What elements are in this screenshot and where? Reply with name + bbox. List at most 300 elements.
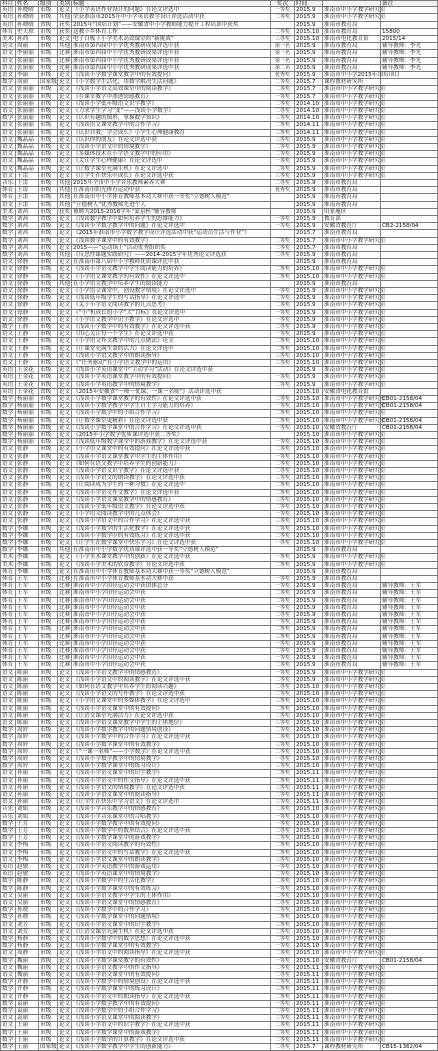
name-cell: 陈丽	[16, 684, 39, 690]
award-cell	[271, 194, 295, 200]
remark-cell: 辅导教师：王军	[381, 634, 438, 640]
award-cell: 二等奖	[271, 770, 295, 776]
remark-cell	[381, 742, 438, 748]
table-row	[0, 238, 438, 245]
remark-cell: 辅导教师：王军	[381, 605, 438, 611]
award-cell: 三等奖	[271, 173, 295, 179]
title-cell: 《小学语文作文教学中的几点做法》论文	[72, 338, 271, 344]
category-cell: 论文	[59, 525, 71, 532]
date-cell: 2015.10	[295, 871, 323, 877]
name-cell: 许静	[16, 994, 39, 1000]
date-cell: 2015.11	[295, 1001, 323, 1007]
level-cell: 市级	[39, 144, 58, 150]
category-cell: 论文	[59, 993, 71, 1000]
name-cell: 周婷	[16, 727, 39, 733]
name-cell: 魏晶晶	[16, 151, 39, 157]
remark-cell	[381, 562, 438, 568]
subject-cell: 数学	[0, 742, 16, 748]
award-cell: 三等奖	[271, 475, 295, 481]
name-cell: 张丽丽	[16, 58, 39, 64]
category-cell: 论文	[59, 273, 71, 280]
category-cell: 论文	[59, 734, 71, 741]
issuer-cell: 淮南市中小学教学研究室	[324, 475, 386, 482]
category-cell: 其他	[59, 43, 71, 50]
name-cell: 王芳	[16, 835, 39, 841]
title-cell: 淮南市第四届中小学优秀教研成果评选中获	[72, 50, 271, 56]
level-cell: 市级	[39, 691, 58, 697]
category-cell: 论文	[59, 439, 71, 446]
level-cell: 省级	[39, 223, 58, 229]
name-cell: 张静	[16, 454, 39, 460]
category-cell: 论文	[59, 381, 71, 388]
award-cell: 一等奖	[271, 288, 295, 294]
date-cell: 2015.9	[295, 144, 323, 150]
name-cell: 王军	[16, 634, 39, 640]
date-cell: 2015.9	[295, 677, 323, 683]
award-cell: 二等奖	[271, 965, 295, 971]
level-cell: 国家级	[40, 1044, 57, 1050]
name-cell: 刘茜	[16, 216, 39, 222]
name-cell: 刘茜	[16, 223, 39, 229]
date-cell: 2015.9	[295, 590, 323, 596]
remark-cell	[381, 886, 438, 892]
issuer-cell: 课程教材研究所	[323, 79, 381, 85]
remark-cell: 15800	[381, 29, 438, 35]
issuer-cell: 淮南市中小学教学研究室	[324, 496, 386, 503]
level-cell: 市级	[39, 684, 58, 690]
issuer-cell: 淮南市中小学教学研究室	[324, 1022, 386, 1029]
date-cell: 2015.10	[295, 893, 323, 899]
title-cell: 在淮南市中小学体育教师基本功大赛中获一等奖“立德树人模范”	[72, 194, 271, 200]
subject-cell: 语文	[0, 691, 16, 697]
issuer-cell: 淮南市中小学教学研究室	[324, 338, 386, 345]
subject-cell: 数学	[0, 914, 16, 920]
award-cell	[271, 367, 295, 373]
level-cell: 市级	[39, 655, 58, 661]
award-cell: 二等奖	[271, 677, 295, 683]
level-cell: 市级	[39, 446, 58, 452]
title-cell: 《浅谈小学数学中的生活化教学》	[72, 878, 271, 884]
title-cell: 《浅谈小学数学教学中学生自主学习能力的培养》	[72, 403, 271, 409]
award-cell: 二等奖	[271, 871, 295, 877]
level-cell: 市级	[39, 360, 58, 366]
name-cell: 王丽	[16, 1037, 39, 1043]
table-row	[0, 569, 438, 576]
category-cell: 论文	[59, 684, 71, 690]
table-row	[0, 94, 438, 101]
award-cell: 二等奖	[271, 662, 295, 668]
category-cell: 论文	[59, 93, 71, 100]
remark-cell	[381, 727, 438, 733]
date-cell: 2015.10	[295, 353, 323, 359]
name-cell: 杨静	[16, 936, 39, 942]
date-cell: 2015.11	[295, 986, 323, 992]
subject-cell: 语文	[0, 518, 16, 524]
level-cell: 市级	[39, 374, 58, 380]
name-cell: 刘茜	[16, 230, 39, 236]
award-cell: 二等奖	[271, 648, 295, 654]
title-cell: 《多媒体技术在小学语文教学中的应用》	[72, 151, 271, 157]
level-cell: 市级	[39, 410, 58, 416]
date-cell: 2015.10	[295, 29, 323, 35]
date-cell: 2015.9	[295, 259, 323, 265]
remark-cell	[381, 814, 438, 820]
remark-cell	[381, 569, 438, 575]
category-cell: 获奖	[59, 28, 71, 35]
date-cell: 2015.10	[295, 878, 323, 884]
category-cell: 论文	[59, 72, 71, 78]
subject-cell: 体育	[0, 576, 16, 582]
award-cell: 二等奖	[271, 806, 295, 812]
table-row	[0, 454, 438, 461]
level-cell: 市级	[39, 619, 58, 625]
subject-cell: 数学	[0, 936, 16, 942]
date-cell: 2015.10	[295, 403, 323, 409]
issuer-cell: 淮南市中小学教学研究室	[324, 302, 386, 309]
name-cell: 王芳	[16, 828, 39, 834]
award-cell: 一等奖	[271, 158, 295, 164]
issuer-cell: 淮南市中小学教学研究室	[324, 288, 386, 294]
title-cell: 《浅谈小学数学的生活化教学》在论文评选中获	[72, 526, 271, 532]
category-cell: 论文	[59, 417, 71, 424]
subject-cell: 体育	[0, 641, 16, 647]
name-cell: 陈丽	[16, 691, 39, 697]
date-cell: 2015.10	[295, 684, 323, 690]
date-cell: 2015.10	[295, 482, 323, 488]
remark-cell	[381, 151, 438, 157]
category-cell: 论文	[59, 907, 71, 914]
table-row	[0, 886, 438, 893]
table-row	[0, 986, 438, 993]
subject-cell: 语文	[0, 799, 16, 805]
issuer-cell: 淮南市中小学教学研究室	[324, 705, 386, 712]
remark-cell	[381, 900, 438, 906]
subject-cell: 体育	[0, 655, 16, 661]
title-cell: 《浅谈低年级学生的写话指导》在论文评选中	[72, 295, 271, 301]
remark-cell	[381, 533, 438, 539]
title-cell: 《小学语文课堂中的有效提问》在论文评选中获	[72, 446, 271, 452]
remark-cell	[381, 778, 438, 784]
subject-cell: 语文	[0, 338, 16, 344]
title-cell: 淮南市中小学田径运动会中获	[72, 605, 271, 611]
title-cell: 淮南市第四届中小学优秀教研成果评选中获	[72, 43, 271, 49]
remark-cell	[381, 871, 438, 877]
date-cell: 2015.9	[295, 374, 323, 380]
remark-cell: 辅导教师：李光	[381, 50, 438, 56]
subject-cell: 美术	[0, 562, 16, 568]
title-cell: 《浅谈小学数学中的数形结合》在论文评选中获	[72, 828, 271, 834]
level-cell: 市级	[39, 972, 58, 978]
category-cell: 论文	[59, 756, 71, 762]
category-cell: 其他	[59, 187, 71, 194]
award-cell: 二等奖	[271, 266, 295, 272]
remark-cell: 辅导教师：王军	[381, 583, 438, 589]
issuer-cell: 淮南市教育局	[323, 194, 381, 200]
table-row	[0, 770, 438, 777]
issuer-cell: 淮南市中小学教学研究室	[324, 878, 386, 885]
level-cell: 市级	[39, 547, 58, 553]
award-cell: 一等奖	[271, 605, 295, 611]
table-row	[0, 677, 438, 684]
issuer-cell: 淮南市中小学教学研究室	[324, 439, 386, 446]
remark-cell	[381, 914, 438, 920]
subject-cell: 语文	[0, 310, 16, 316]
title-cell: 《浅谈小学语文课堂教学中学生的主体地位》	[72, 720, 271, 726]
level-cell: 市级	[39, 50, 58, 56]
name-cell: 李娜	[16, 554, 39, 560]
title-cell: 《浅谈数学教学中如何培养学生的思维能力》	[72, 216, 271, 222]
category-cell: 比赛	[59, 576, 71, 582]
issuer-cell: 淮南市中小学教学研究室	[324, 504, 386, 510]
issuer-cell: 淮南市中小学教学研究室	[324, 777, 386, 784]
category-cell: 论文	[59, 799, 71, 806]
title-cell: 《浅谈小学语文作文教学》在论文评选中获	[72, 490, 271, 496]
award-cell: 二等奖	[271, 850, 295, 856]
issuer-cell: 淮南市教育局	[323, 252, 381, 258]
table-row	[0, 526, 438, 533]
subject-cell: 音乐	[0, 806, 16, 812]
remark-cell	[381, 166, 438, 172]
subject-cell: 体育	[0, 612, 16, 618]
remark-cell	[381, 835, 438, 841]
remark-cell	[381, 79, 438, 85]
date-cell: 2015.9	[295, 583, 323, 589]
table-row	[0, 446, 438, 453]
date-cell: 2015.10	[295, 900, 323, 906]
level-cell: 市级	[39, 821, 58, 827]
table-row	[0, 166, 438, 173]
award-cell: 二等奖	[271, 151, 295, 157]
issuer-cell: 淮南市中小学教学研究室	[324, 993, 386, 1000]
title-cell: 《浅谈小学数学中的小组合作学习》	[72, 1008, 271, 1014]
subject-cell: 数学	[0, 727, 16, 733]
title-cell: 《浅谈小学语文课堂中的识字教学》	[72, 922, 271, 928]
subject-cell: 数学	[0, 907, 16, 913]
category-cell: 论文	[59, 115, 71, 122]
date-cell: 2015.11	[295, 799, 323, 805]
name-cell: 徐静	[16, 317, 39, 323]
issuer-cell: 淮南市中小学教学研究室	[324, 849, 386, 856]
level-cell: 市级	[39, 734, 58, 740]
remark-cell: 辅导教师：李光	[381, 65, 438, 71]
name-cell: 李娜	[16, 526, 39, 532]
level-cell: 市级	[39, 670, 58, 676]
subject-cell: 语文	[0, 137, 16, 143]
issuer-cell: 田家庵区	[323, 209, 381, 215]
award-cell: 二等奖	[271, 86, 295, 92]
name-cell: 王雷	[16, 180, 39, 186]
subject-cell: 体育	[0, 626, 16, 632]
name-cell: 王静	[16, 353, 39, 359]
subject-cell: 数学	[0, 734, 16, 740]
remark-cell	[381, 130, 438, 136]
title-cell: 《让阅读成为学生的一种习惯》在论文评选中	[72, 482, 271, 488]
title-cell: 在淮南市第八届中小学教师优质课评比中获	[72, 259, 271, 265]
subject-cell: 数学	[0, 986, 16, 992]
title-cell: 《让语文课堂充满生机》在论文评选中获	[72, 929, 271, 935]
level-cell: 市级	[39, 382, 58, 388]
category-cell: 论文	[59, 914, 71, 921]
level-cell: 市级	[39, 252, 58, 258]
category-cell: 论文	[59, 1029, 71, 1036]
issuer-cell: 淮南市中小学教学研究室	[324, 1008, 386, 1014]
level-cell: 市级	[39, 648, 58, 654]
remark-cell	[381, 194, 438, 200]
date-cell: 2015.9	[295, 554, 323, 560]
title-cell: 《浅谈数学课堂中的有效教学》	[72, 238, 271, 244]
remark-cell	[381, 346, 438, 352]
level-cell: 市级	[39, 1008, 58, 1014]
name-cell: 吴丽	[16, 893, 39, 899]
title-cell: 《浅谈小学美术的欣赏教学》在论文评选中获	[72, 562, 271, 568]
title-cell: 《浅谈小学语文中的识字教学》在论文评选中获	[72, 1022, 271, 1028]
issuer-cell: 淮南市中小学教学研究室	[324, 100, 386, 107]
category-cell: 论文	[59, 842, 71, 849]
remark-cell: CB01-2158/04	[381, 403, 438, 409]
award-cell: 第一名	[271, 58, 295, 64]
level-cell: 市级	[39, 36, 58, 42]
level-cell: 市级	[39, 302, 58, 308]
remark-cell	[381, 382, 438, 388]
date-cell: 2015.10	[295, 698, 323, 704]
name-cell: 孙丽	[16, 778, 39, 784]
level-cell: 省级	[39, 389, 58, 395]
title-cell: 《浅谈小学数学教学中的问题》在论文评选中	[72, 223, 271, 229]
remark-cell: 辅导教师：王军	[381, 648, 438, 654]
remark-cell	[381, 850, 438, 856]
name-cell: 魏晶晶	[16, 144, 39, 150]
table-row	[0, 634, 438, 641]
level-cell: 市级	[39, 929, 58, 935]
issuer-cell: 淮南市中小学教学研究室	[324, 316, 386, 323]
remark-cell: 辅导教师：李光	[381, 58, 438, 64]
level-cell: 市级	[39, 914, 58, 920]
remark-cell	[381, 274, 438, 280]
name-cell: 陈丽	[16, 706, 39, 712]
issuer-cell: 淮南市中小学教学研究室	[324, 698, 386, 705]
title-cell: 《让学生在数学课堂中快乐学习》在论文评选中获	[72, 540, 271, 546]
level-cell: 市级	[39, 166, 58, 172]
table-row	[0, 929, 438, 936]
title-cell: 《浅谈小学数学课堂教学的有效性》	[72, 958, 271, 964]
title-cell: 《小学语文教学中识字教学》在论文评选中	[72, 317, 271, 323]
subject-cell: 体育	[0, 569, 16, 575]
remark-cell: 辅导教师：王军	[381, 626, 438, 632]
name-cell: 孙丽	[16, 770, 39, 776]
issuer-cell: 淮南市教育局	[323, 619, 381, 625]
issuer-cell: 淮南市中小学教学研究室	[324, 273, 386, 280]
remark-cell	[381, 108, 438, 114]
issuer-cell: 淮南市中小学教学研究室	[324, 1000, 386, 1007]
level-cell: 市级	[39, 540, 58, 546]
remark-cell	[381, 511, 438, 517]
title-cell: 《让学生在快乐中成长》在论文评选中获	[72, 173, 271, 179]
award-cell: 二等奖	[271, 490, 295, 496]
subject-cell: 英语	[0, 374, 16, 380]
name-cell: 周婷	[16, 756, 39, 762]
name-cell: 孙丽	[16, 792, 39, 798]
remark-cell	[381, 439, 438, 445]
table-row	[0, 317, 438, 324]
table-row	[0, 965, 438, 972]
award-cell: 优秀奖	[271, 187, 295, 193]
date-cell: 2015.9	[295, 50, 323, 56]
name-cell: 张丽丽	[16, 65, 39, 71]
level-cell: 市级	[39, 893, 58, 899]
date-cell: 2015.9	[295, 619, 323, 625]
name-cell: 张静	[16, 490, 39, 496]
remark-cell	[381, 907, 438, 913]
issuer-cell: 淮南市中小学教学研究室	[324, 691, 386, 698]
issuer-cell: 淮南市中小学教学研究室	[324, 482, 386, 489]
table-row	[0, 1001, 438, 1008]
name-cell: 袁丽	[16, 1008, 39, 1014]
date-cell: 2015.9	[295, 612, 323, 618]
subject-cell: 语文	[0, 346, 16, 352]
remark-cell	[381, 994, 438, 1000]
title-cell: 《浅谈小学语文教学中学生的主体作用》	[72, 893, 271, 899]
date-cell: 2015.9	[295, 367, 323, 373]
date-cell: 2015.10	[295, 756, 323, 762]
subject-cell: 语文	[0, 706, 16, 712]
name-cell: 陈静	[16, 878, 39, 884]
name-cell: 张静	[16, 461, 39, 467]
award-cell: 一等奖	[271, 886, 295, 892]
category-cell: 论文	[59, 489, 71, 496]
level-cell: 市级	[39, 432, 58, 438]
level-cell: 市级	[39, 317, 58, 323]
category-cell: 论文	[59, 108, 71, 114]
title-cell: 淮南市中小学田径运动会中获	[72, 626, 271, 632]
name-cell: 王军	[16, 655, 39, 661]
level-cell: 市级	[39, 749, 58, 755]
date-cell: 2015.9	[295, 670, 323, 676]
remark-cell	[381, 1001, 438, 1007]
subject-cell: 语文	[0, 475, 16, 481]
subject-cell: 数学	[0, 216, 16, 222]
remark-cell	[381, 122, 438, 128]
remark-cell	[381, 302, 438, 308]
date-cell: 2014.10	[295, 108, 323, 114]
header-category: 类别	[59, 1, 71, 7]
issuer-cell: 淮南市中小学教学研究室	[324, 172, 386, 179]
date-cell: 2015.10	[295, 389, 323, 395]
subject-cell: 语文	[0, 295, 16, 301]
award-cell: 三等奖	[271, 720, 295, 726]
level-cell: 市级	[39, 108, 58, 114]
issuer-cell: 淮南市中小学教学研究室	[324, 943, 386, 950]
title-cell: 《2015年淮南市小学数学教学设计评选活动中获“运动员生活与作业”》	[72, 230, 271, 236]
name-cell: 孙尚	[16, 36, 39, 42]
award-cell: 二等奖	[271, 749, 295, 755]
table-row	[0, 58, 438, 65]
award-cell: 二等奖	[271, 101, 295, 107]
date-cell: 2015.10	[295, 490, 323, 496]
date-cell: 2015.9	[295, 288, 323, 294]
category-cell: 比赛	[59, 655, 71, 662]
level-cell: 省级	[39, 22, 58, 28]
issuer-cell: 教育部	[323, 216, 381, 222]
name-cell: 王雷	[16, 187, 39, 193]
category-cell: 比赛	[59, 612, 71, 618]
level-cell: 市级	[39, 468, 58, 474]
date-cell: 2015.11	[295, 972, 323, 978]
remark-cell	[381, 202, 438, 208]
date-cell: 2015.10	[295, 842, 323, 848]
award-cell: 二等奖	[271, 238, 295, 244]
table-row	[0, 281, 438, 288]
table-row	[0, 425, 438, 432]
